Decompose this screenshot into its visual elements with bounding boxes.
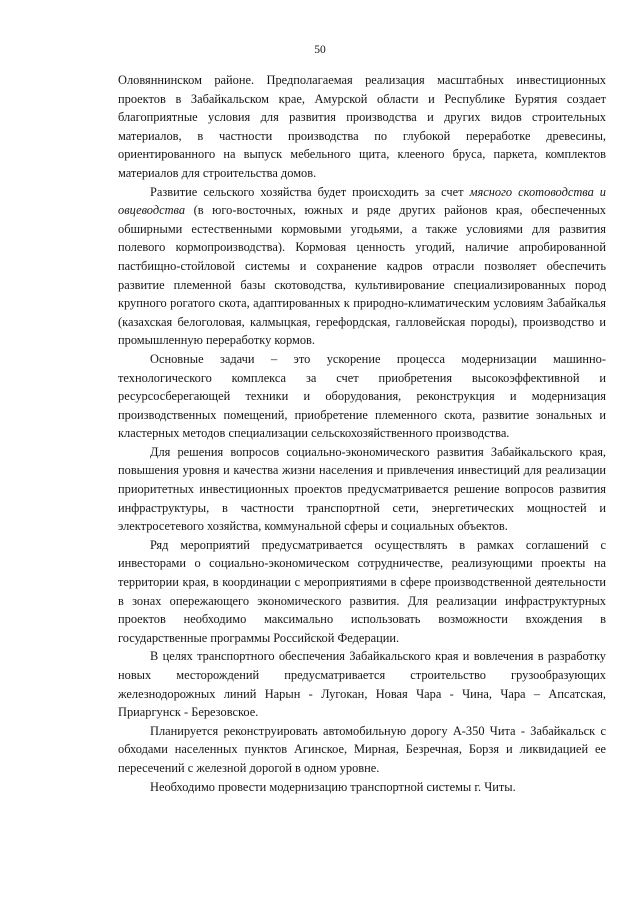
paragraph-agriculture-emphasis: мясного скотоводства и овцеводства	[118, 184, 606, 218]
paragraph-infrastructure: Для решения вопросов социально-экономического развития Забайкальского края, повышения уровня и качества жизни населения и привлечения инвестиций для реализации приоритетных инвестиционных проектов предусматривается решение вопросов развития инфраструктуры, в частности транспортной сети, энергетических мощностей и электросетевого хозяйства, коммунальной сферы и социальных объектов.	[118, 444, 606, 534]
paragraph-agriculture	[118, 183, 606, 350]
page-number: 50	[314, 44, 326, 56]
paragraph-railways: В целях транспортного обеспечения Забайкальского края и вовлечения в разработку новых месторождений предусматривается строительство грузообразующих железнодорожных линий Нарын - Лугокан, Новая Чара - Чина, Чара – Апсатская, Приаргунск - Березовское.	[118, 649, 606, 720]
paragraph-production-materials: Оловяннинском районе. Предполагаемая реализация масштабных инвестиционных проектов в Забайкальском крае, Амурской области и Республике Бурятия создает благоприятные условия для развития производства и других видов строительных материалов, в частности производства по глубокой переработке древесины, ориентированного на выпуск мебельного щита, клееного бруса, паркета, комплектов материалов для строительства домов.	[118, 73, 606, 180]
paragraph-investor-agreements: Ряд мероприятий предусматривается осуществлять в рамках соглашений с инвесторами о социально-экономическом сотрудничестве, реализующими проекты на территории края, в координации с мероприятиями в сфере производственной деятельности в зонах опережающего экономического развития. Для реализации инфраструктурных проектов необходимо максимально использовать возможности вхождения в государственные программы Российской Федерации.	[118, 537, 606, 645]
document-body	[118, 71, 606, 796]
paragraph-chita-transport: Необходимо провести модернизацию транспортной системы г. Читы.	[150, 779, 516, 794]
paragraph-agriculture-start: Развитие сельского хозяйства будет происходить за счет	[150, 184, 470, 199]
paragraph-agriculture-rest: (в юго-восточных, южных и ряде других районов края, обеспеченных обширными естественными кормовыми угодьями, а также условиями для развития полевого кормопроизводства). Кормовая ценность угодий, наличие апробированной пастбищно-стойловой системы и сохранение кадров отрасли позволяет обеспечить развитие племенной базы скотоводства, культивирование специализированных пород крупного рогатого скота, адаптированных к природно-климатическим условиям Забайкалья (казахская белоголовая, калмыцкая, герефордская, галловейская породы), производство и промышленную переработку кормов.	[118, 203, 606, 348]
paragraph-highway: Планируется реконструировать автомобильную дорогу А-350 Чита - Забайкальск с обходами населенных пунктов Агинское, Мирная, Безречная, Борзя и ликвидацией ее пересечений с железной дорогой в одном уровне.	[118, 723, 606, 775]
paragraph-main-tasks: Основные задачи – это ускорение процесса модернизации машинно-технологического комплекса за счет приобретения высокоэффективной и ресурсосберегающей техники и оборудования, реконструкция и модернизация производственных помещений, приобретение племенного скота, развитие зональных и кластерных методов специализации сельскохозяйственного производства.	[118, 351, 606, 441]
